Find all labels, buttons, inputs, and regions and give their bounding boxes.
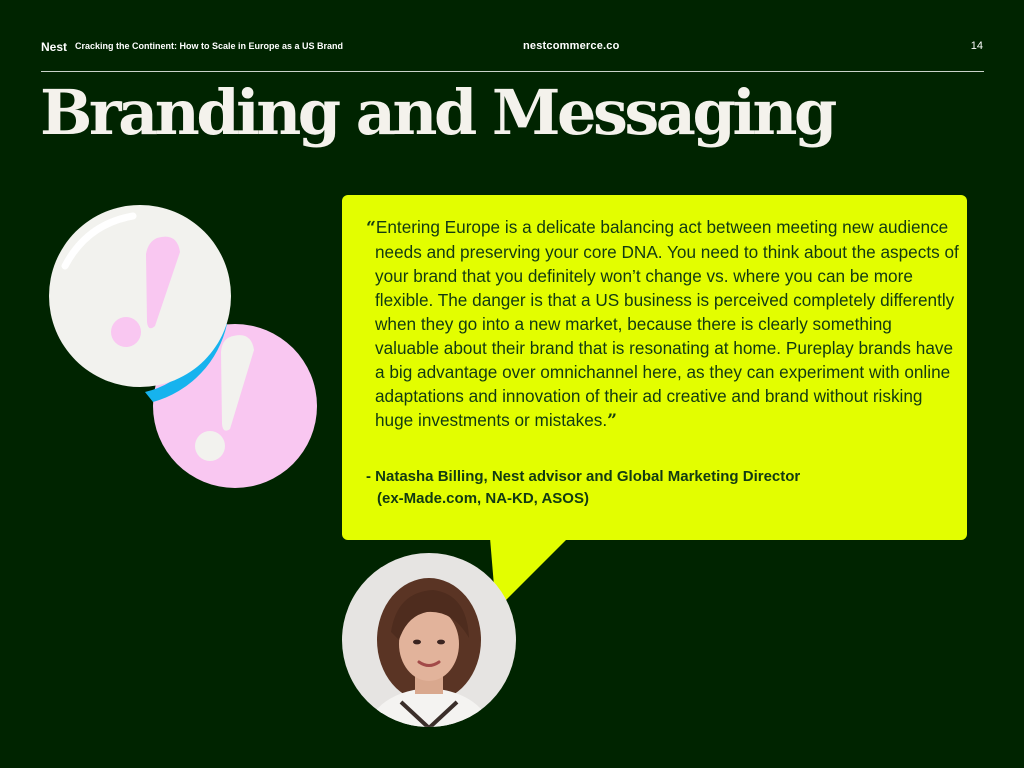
quote-text: Entering Europe is a delicate balancing act between meeting new audience needs and preserving your core DNA. You need to think about the aspects of your brand that you definitely won’t change vs. where you can be more flexible. The danger is that a US business is perceived completely differently when they go into a new market, because there is clearly something valuable about their brand that is resonating at home. Pureplay brands have a big advantage over omnichannel here, as they can experiment with online adaptations and innovation of their ad creative and brand without risking huge investments or mistakes.	[375, 217, 959, 430]
quote-bubble	[342, 195, 967, 540]
exclamation-bubbles-icon	[45, 202, 325, 504]
brand-name: Nest	[41, 40, 68, 54]
document-title: Cracking the Continent: How to Scale in Europe as a US Brand	[75, 41, 344, 51]
close-quote-mark: ”	[607, 411, 618, 431]
quote-block	[366, 215, 960, 433]
header-divider	[41, 71, 984, 72]
open-quote-mark: “	[366, 218, 376, 238]
page-number: 14	[970, 40, 983, 52]
attribution-name: - Natasha Billing, Nest advisor and Global Marketing Director	[366, 468, 801, 485]
speaker-portrait	[341, 552, 517, 728]
website-link[interactable]: nestcommerce.co	[523, 40, 620, 52]
attribution-companies: (ex-Made.com, NA-KD, ASOS)	[377, 490, 589, 507]
quote-attribution	[366, 466, 926, 510]
page-title: Branding and Messaging	[40, 76, 834, 149]
page-header	[41, 40, 984, 56]
